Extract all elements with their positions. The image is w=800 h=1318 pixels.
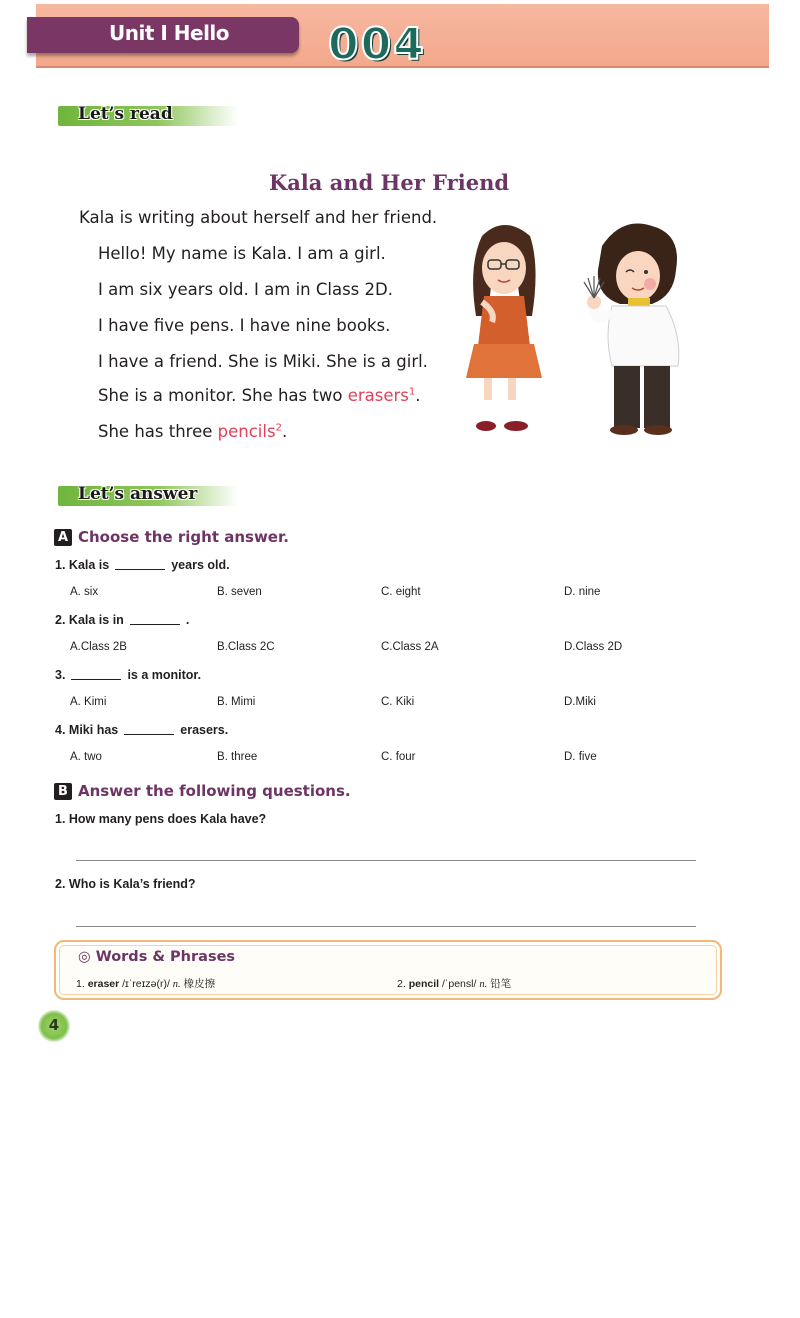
option[interactable]: C. eight [381,586,421,598]
lets-answer-label: Let’s answer [78,484,198,504]
option[interactable]: C.Class 2A [381,641,439,653]
question-text: Miki has [68,723,119,737]
vocab-word-eraser: erasers [347,386,409,405]
entry-word: eraser [87,978,120,990]
option[interactable]: A.Class 2B [70,641,127,653]
entry-meaning: 铅笔 [490,978,512,990]
open-question-1: 1. How many pens does Kala have? [55,812,267,826]
words-phrases-title: Words & Phrases [95,949,236,965]
option[interactable]: D.Miki [564,696,596,708]
option[interactable]: B. seven [217,586,262,598]
entry-pos: n. [172,979,181,990]
option[interactable]: C. Kiki [381,696,415,708]
lets-answer-ribbon [58,486,238,506]
story-text: . [415,386,421,405]
vocab-word-pencil: pencils [217,422,276,441]
entry-number: 1. [76,978,85,990]
unit-title: Unit I Hello [109,21,230,45]
option[interactable]: B.Class 2C [217,641,275,653]
target-icon: ◎ [78,949,91,965]
question-3 [55,668,201,682]
part-a-letter: A [54,529,72,546]
story-line: I have a friend. She is Miki. She is a girl. [98,352,428,371]
page-number: 4 [48,1016,60,1034]
question-4 [55,723,228,737]
option[interactable]: A. two [70,751,102,763]
option[interactable]: C. four [381,751,416,763]
page-code: 004 [328,19,426,70]
answer-blank[interactable] [124,734,174,735]
answer-blank[interactable] [130,624,180,625]
part-b-letter: B [54,783,72,800]
story-line: Hello! My name is Kala. I am a girl. [98,244,386,263]
entry-phonetic: /ɪˈreɪzə(r)/ [122,978,170,990]
option[interactable]: B. three [217,751,258,763]
story-line [98,386,421,405]
story-text: She has three [98,422,218,441]
entry-phonetic: /ˈpensl/ [441,978,477,990]
question-number: 2. [55,613,66,627]
story-title: Kala and Her Friend [268,170,510,195]
option[interactable]: B. Mimi [217,696,256,708]
words-phrases-heading [78,949,235,965]
answer-line[interactable] [76,860,696,861]
story-line: I am six years old. I am in Class 2D. [98,280,393,299]
page-number-badge [38,1010,70,1042]
question-text: years old. [171,558,230,572]
vocab-entry-pencil [397,976,511,991]
lets-read-label: Let’s read [78,104,173,124]
story-text: . [281,422,288,441]
part-b-title: Answer the following questions. [78,782,351,800]
kala-and-miki-illustration [452,216,702,446]
question-text: is a monitor. [127,668,202,682]
option[interactable]: A. Kimi [70,696,107,708]
part-a-heading [54,528,289,546]
entry-pos: n. [479,979,488,990]
question-text: Kala is in [68,613,124,627]
option[interactable]: A. six [70,586,99,598]
open-question-2: 2. Who is Kala’s friend? [55,877,196,891]
lets-read-ribbon [58,106,238,126]
option[interactable]: D. five [564,751,597,763]
story-intro: Kala is writing about herself and her friend. [79,208,438,227]
story-line [98,422,287,441]
question-number: 1. [55,558,66,572]
question-text: . [185,613,190,627]
girl-figure [466,225,542,431]
part-b-heading [54,782,351,800]
friend-figure [584,224,679,436]
entry-word: pencil [408,978,440,990]
vocab-entry-eraser [76,976,215,991]
footnote-mark: 1 [408,386,416,398]
unit-tab [27,17,299,53]
story-line: I have five pens. I have nine books. [98,316,391,335]
question-text: Kala is [68,558,110,572]
footnote-mark: 2 [275,422,282,434]
question-text: erasers. [180,723,229,737]
part-a-title: Choose the right answer. [78,528,289,546]
question-2 [55,613,189,627]
question-1 [55,558,230,572]
option[interactable]: D.Class 2D [564,641,623,653]
answer-blank[interactable] [115,569,165,570]
answer-line[interactable] [76,926,696,927]
entry-meaning: 橡皮擦 [183,978,216,990]
option[interactable]: D. nine [564,586,601,598]
story-text: She is a monitor. She has two [98,386,348,405]
question-number: 4. [55,723,66,737]
entry-number: 2. [397,978,406,990]
question-number: 3. [55,668,66,682]
answer-blank[interactable] [71,679,121,680]
